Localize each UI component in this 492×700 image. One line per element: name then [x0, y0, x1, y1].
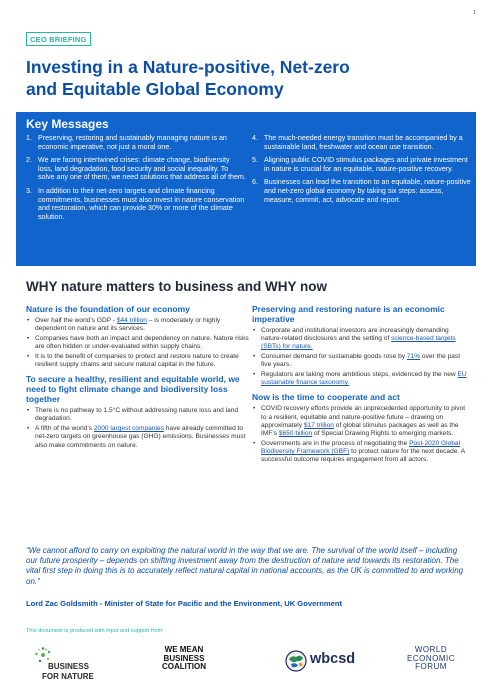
list-item: [26, 335, 250, 351]
bullet-text: have already committed to net-zero targets on greenhouse gas (GHG) emissions. Businesses must also make commitments on nature.: [35, 425, 246, 449]
wmb-line-2: BUSINESS: [163, 653, 205, 663]
secure-world-bullets: [26, 407, 250, 450]
support-note: This document is produced with input and support from:: [26, 628, 164, 634]
eu-taxonomy-link[interactable]: EU sustainable finance taxonomy.: [261, 371, 467, 387]
consumer-demand-71-link[interactable]: 71%: [406, 353, 421, 361]
largest-companies-link[interactable]: 2000 largest companies: [93, 425, 164, 433]
key-message-1: [26, 134, 246, 151]
key-messages-heading: Key Messages: [26, 117, 109, 131]
wbcsd-logo: [285, 646, 365, 676]
key-message-text: Preserving, restoring and sustainably managing nature is an economic imperative, not just a moral one.: [38, 134, 227, 151]
key-message-number: 6.: [252, 178, 258, 187]
bullet-icon: •: [27, 407, 30, 415]
title-line-1: Investing in a Nature-positive, Net-zero: [26, 57, 350, 77]
bullet-icon: •: [253, 353, 256, 361]
wef-line-1: WORLD: [414, 645, 448, 654]
gdp-44-trillion-link[interactable]: $44 trillion: [116, 317, 147, 324]
key-message-6: [252, 178, 472, 204]
bullet-text: Regulators are taking more ambitious steps, evidenced by the new: [261, 371, 458, 379]
list-item: [252, 371, 470, 387]
list-item: [26, 317, 250, 333]
bfn-word-2: FOR NATURE: [42, 672, 94, 681]
bullet-text: Consumer demand for sustainable goods rose by: [261, 353, 407, 361]
bullet-text: Over half the world’s GDP -: [35, 317, 117, 324]
list-item: [26, 425, 250, 450]
bullet-text: to protect nature for the next decade. A successful outcome requires engagement from all actors.: [261, 447, 465, 464]
bullet-text: over the past five years.: [261, 353, 461, 369]
stimulus-17-trillion-link[interactable]: $17 trillion: [303, 421, 334, 429]
bullet-icon: •: [253, 371, 256, 379]
bullet-icon: •: [253, 439, 256, 447]
foundation-heading: Nature is the foundation of our economy: [26, 304, 190, 314]
wmb-line-3: COALITION: [162, 662, 206, 672]
globe-icon: [285, 650, 307, 672]
bullet-icon: •: [253, 327, 256, 334]
list-item: [26, 353, 250, 369]
key-messages-panel: [16, 112, 476, 266]
list-item: [252, 440, 470, 465]
key-message-number: 5.: [252, 156, 258, 165]
wmb-line-1: WE MEAN: [164, 645, 204, 654]
title-line-2: and Equitable Global Economy: [26, 79, 284, 99]
section-heading: WHY nature matters to business and WHY now: [26, 279, 328, 294]
key-message-number: 1.: [26, 134, 32, 142]
list-item: [252, 327, 470, 352]
quote: “We cannot afford to carry on exploiting the natural world in the way that we are. The survival of the world itself – including our future prosperity – depends on shifting investment away from the destruction of nature and towards its restoration. The vital first step in doing this is to accurately reflect natural capital in national accounts, as the UK is committed to and working on.”: [26, 546, 464, 586]
preserving-heading: Preserving and restoring nature is an economic imperative: [252, 304, 445, 324]
key-message-number: 2.: [26, 156, 32, 165]
key-message-2: [26, 156, 246, 182]
bullet-text: of global stimulus packages as well as the IMF’s: [261, 421, 459, 438]
imf-650-billion-link[interactable]: $650 billion: [278, 430, 313, 438]
page-title: [26, 56, 466, 100]
key-message-text: We are facing intertwined crises: climate change, biodiversity loss, land degradation, food security and social inequality. To solve any one of them, we need solutions that address all of them.: [38, 156, 246, 182]
key-messages-left-column: [26, 134, 246, 226]
preserving-bullets: [252, 327, 470, 387]
key-message-text: Aligning public COVID stimulus packages and private investment in nature is crucial for an equitable, nature-positive recovery.: [264, 156, 468, 173]
wbcsd-wordmark: wbcsd: [310, 651, 356, 667]
key-messages-right-column: [252, 134, 472, 209]
page-number: 1: [473, 10, 476, 16]
bullet-text: A fifth of the world’s: [35, 425, 94, 433]
bullet-icon: •: [27, 317, 30, 324]
key-message-text: The much-needed energy transition must be accompanied by a sustainable land, freshwater and ocean use transition.: [264, 134, 463, 151]
key-message-3: [26, 187, 246, 221]
quote-attribution: Lord Zac Goldsmith - Minister of State for Pacific and the Environment, UK Government: [26, 599, 343, 608]
business-for-nature-logo: [28, 646, 110, 686]
bullet-text: of Special Drawing Rights to emerging markets.: [312, 430, 454, 438]
secure-world-heading: To secure a healthy, resilient and equitable world, we need to fight climate change and biodiversity loss together: [26, 374, 240, 405]
wef-line-3: FORUM: [415, 662, 447, 672]
key-message-text: Businesses can lead the transition to an equitable, nature-positive and net-zero global economy by taking six steps: assess, measure, commit, act, advocate and report.: [264, 178, 471, 204]
bullet-text: Governments are in the process of negotiating the: [261, 439, 410, 447]
cooperate-bullets: [252, 405, 470, 464]
key-message-4: [252, 134, 472, 151]
bullet-icon: •: [27, 352, 30, 360]
right-column: [252, 304, 470, 469]
world-economic-forum-logo: [396, 646, 466, 686]
bullet-icon: •: [27, 334, 30, 342]
bullet-text: Corporate and institutional investors are increasingly demanding nature-related disclosures and the setting of: [261, 327, 449, 343]
key-message-number: 3.: [26, 186, 32, 195]
bullet-text: It is to the benefit of companies to protect and restore nature to create resilient supply chains and secure natural capital in the future.: [35, 352, 239, 369]
ceo-briefing-tag: CEO BRIEFING: [26, 32, 91, 46]
bullet-text: There is no pathway to 1.5°C without addressing nature loss and land degradation.: [35, 407, 239, 423]
list-item: [252, 405, 470, 438]
key-message-text: In addition to their net-zero targets and climate financing commitments, businesses must also invest in nature conservation and restoration, which can provide 30% or more of the climate solution.: [38, 186, 245, 221]
bfn-word-1: BUSINESS: [48, 662, 89, 671]
gbf-link[interactable]: Post-2020 Global Biodiversity Framework (GBF): [261, 439, 461, 455]
list-item: [252, 353, 470, 369]
list-item: [26, 407, 250, 423]
we-mean-business-logo: [140, 646, 228, 686]
bullet-text: – is moderately or highly dependent on nature and its services.: [35, 317, 221, 333]
foundation-bullets: [26, 317, 250, 369]
cooperate-heading: Now is the time to cooperate and act: [252, 392, 400, 403]
key-message-number: 4.: [252, 134, 258, 142]
bullet-icon: •: [253, 405, 256, 413]
left-column: [26, 304, 250, 455]
bullet-icon: •: [27, 425, 30, 433]
bullet-text: COVID recovery efforts provide an unprecedented opportunity to pivot to a resilient, equitable and nature-positive future – drawing on approximately: [261, 405, 466, 429]
bullet-text: Companies have both an impact and dependency on nature. Nature risks are often hidden or under-evaluated within supply chains.: [35, 334, 249, 351]
sbt-for-nature-link[interactable]: science-based targets (SBTs) for nature.: [261, 335, 456, 351]
wef-line-2: ECONOMIC: [407, 653, 455, 663]
key-message-5: [252, 156, 472, 173]
